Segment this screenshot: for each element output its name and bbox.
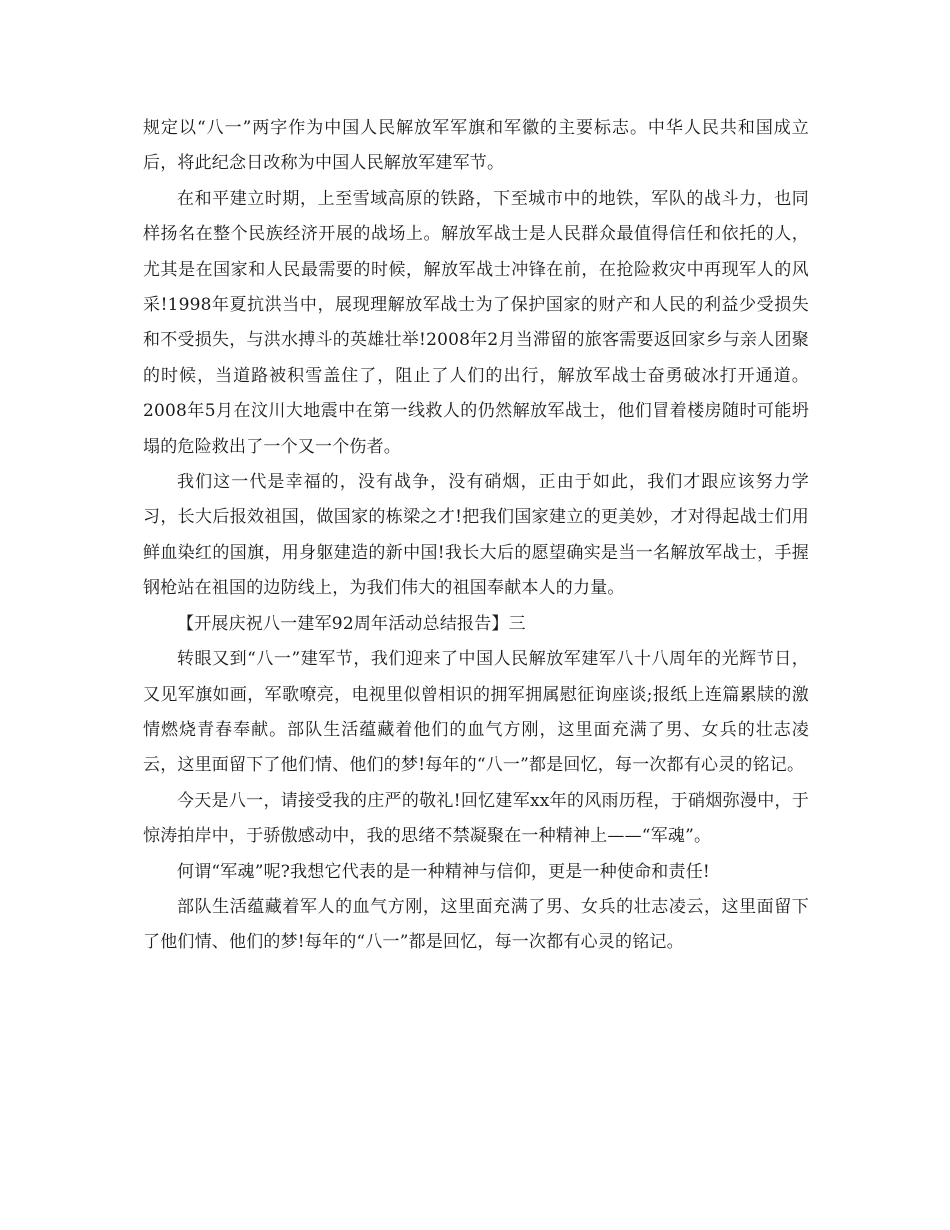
paragraph-2: 在和平建立时期，上至雪域高原的铁路，下至城市中的地铁，军队的战斗力，也同样扬名在整个民族经济开展的战场上。解放军战士是人民群众最值得信任和依托的人，尤其是在国家和人民最需要的时候，解放军战士冲锋在前，在抢险救灾中再现军人的风采!1998年夏抗洪当中，展现理解放军战士为了保护国家的财产和人民的利益少受损失和不受损失，与洪水搏斗的英雄壮举!2008年2月当滞留的旅客需要返回家乡与亲人团聚的时候，当道路被积雪盖住了，阻止了人们的出行，解放军战士奋勇破冰打开通道。2008年5月在汶川大地震中在第一线救人的仍然解放军战士，他们冒着楼房随时可能坍塌的危险救出了一个又一个伤者。 — [143, 188, 809, 457]
paragraph-5: 今天是八一，请接受我的庄严的敬礼!回忆建军xx年的风雨历程，于硝烟弥漫中，于惊涛拍岸中，于骄傲感动中，我的思绪不禁凝聚在一种精神上——“军魂”。 — [143, 790, 809, 847]
paragraph-4: 转眼又到“八一”建军节，我们迎来了中国人民解放军建军八十八周年的光辉节日，又见军旗如画，军歌嘹亮，电视里似曾相识的拥军拥属慰征询座谈;报纸上连篇累牍的激情燃烧青春奉献。部队生活蕴藏着他们的血气方刚，这里面充满了男、女兵的壮志凌云，这里面留下了他们情、他们的梦!每年的“八一”都是回忆，每一次都有心灵的铭记。 — [143, 649, 809, 776]
section-heading: 【开展庆祝八一建军92周年活动总结报告】三 — [177, 613, 526, 634]
document-body — [143, 111, 809, 961]
paragraph-7: 部队生活蕴藏着军人的血气方刚，这里面充满了男、女兵的壮志凌云，这里面留下了他们情、他们的梦!每年的“八一”都是回忆，每一次都有心灵的铭记。 — [143, 896, 809, 953]
paragraph-6: 何谓“军魂”呢?我想它代表的是一种精神与信仰，更是一种使命和责任! — [177, 861, 710, 882]
paragraph-3: 我们这一代是幸福的，没有战争，没有硝烟，正由于如此，我们才跟应该努力学习，长大后报效祖国，做国家的栋梁之才!把我们国家建立的更美妙，才对得起战士们用鲜血染红的国旗，用身躯建造的新中国!我长大后的愿望确实是当一名解放军战士，手握钢枪站在祖国的边防线上，为我们伟大的祖国奉献本人的力量。 — [143, 472, 809, 599]
paragraph-1: 规定以“八一”两字作为中国人民解放军军旗和军徽的主要标志。中华人民共和国成立后，将此纪念日改称为中国人民解放军建军节。 — [143, 118, 809, 174]
